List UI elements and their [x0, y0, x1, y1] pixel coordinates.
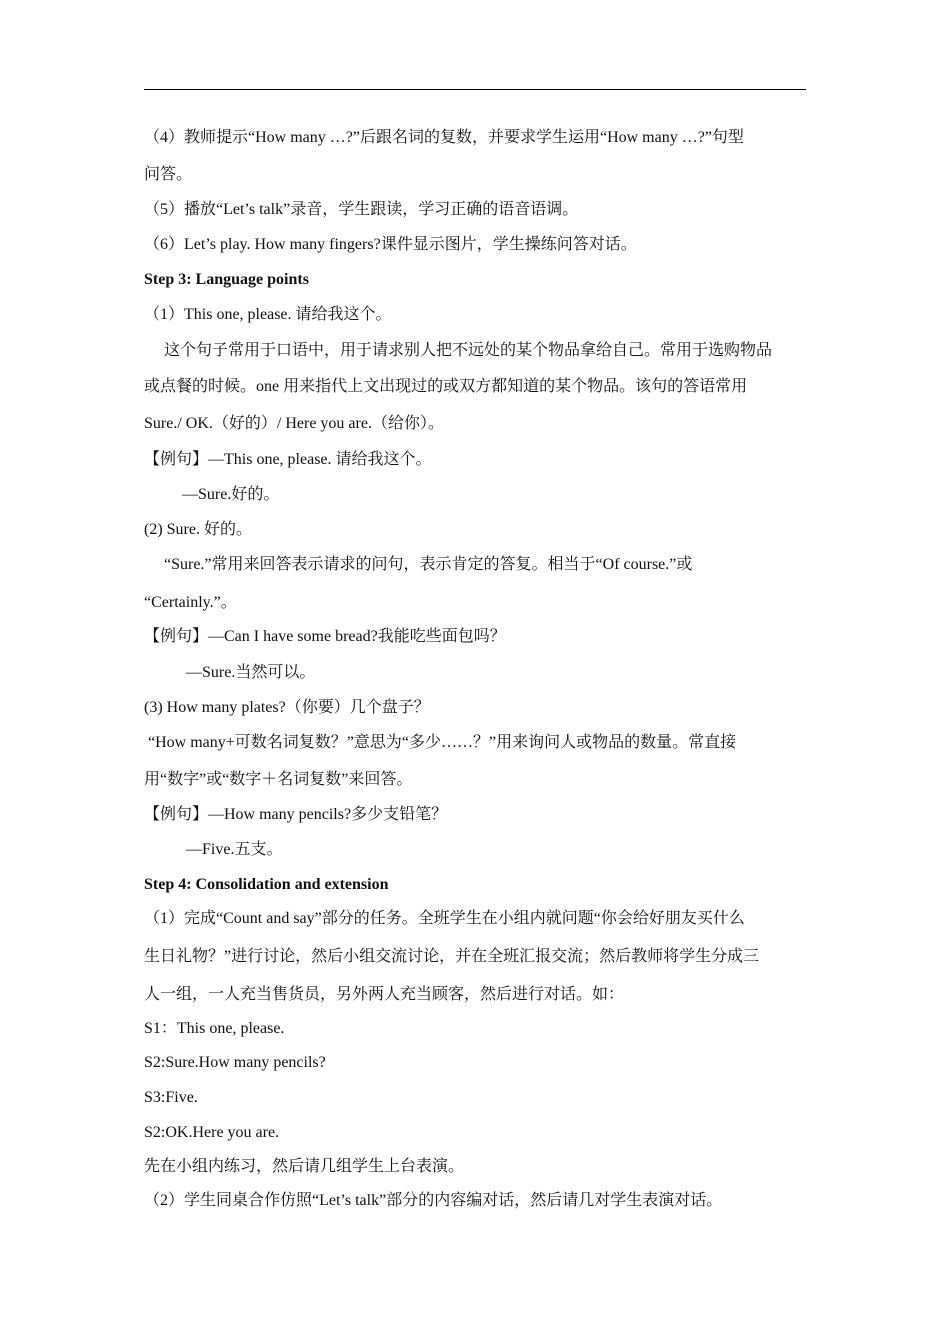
paragraph-line: （2）学生同桌合作仿照“Let’s talk”部分的内容编对话，然后请几对学生表演对话。: [144, 1192, 723, 1209]
paragraph-line: “Sure.”常用来回答表示请求的问句，表示肯定的答复。相当于“Of course.”或: [164, 556, 693, 573]
paragraph-line: Sure./ OK.（好的）/ Here you are.（给你）。: [144, 415, 444, 432]
paragraph-line: 问答。: [144, 166, 193, 183]
dialogue-line: S3:Five.: [144, 1089, 198, 1106]
paragraph-line: 这个句子常用于口语中，用于请求别人把不远处的某个物品拿给自己。常用于选购物品: [164, 342, 773, 359]
example-line: 【例句】—Can I have some bread?我能吃些面包吗？: [144, 628, 506, 645]
paragraph-line: 用“数字”或“数字＋名词复数”来回答。: [144, 771, 413, 788]
paragraph-line: (2) Sure. 好的。: [144, 521, 252, 538]
paragraph-line: 或点餐的时候。one 用来指代上文出现过的或双方都知道的某个物品。该句的答语常用: [144, 378, 748, 395]
example-line: —Sure.好的。: [182, 486, 280, 503]
paragraph-line: 生日礼物？”进行讨论，然后小组交流讨论，并在全班汇报交流；然后教师将学生分成三: [144, 948, 760, 965]
header-rule: [144, 89, 806, 90]
example-line: 【例句】—This one, please. 请给我这个。: [144, 451, 432, 468]
paragraph-line: （1）完成“Count and say”部分的任务。全班学生在小组内就问题“你会给好朋友买什么: [144, 910, 745, 927]
paragraph-line: “Certainly.”。: [144, 594, 237, 611]
paragraph-line: （5）播放“Let’s talk”录音，学生跟读，学习正确的语音语调。: [144, 201, 579, 218]
dialogue-line: S2:OK.Here you are.: [144, 1124, 280, 1141]
paragraph-line: 人一组，一人充当售货员，另外两人充当顾客，然后进行对话。如：: [144, 986, 625, 1003]
paragraph-line: 先在小组内练习，然后请几组学生上台表演。: [144, 1158, 465, 1175]
example-line: —Sure.当然可以。: [186, 664, 316, 681]
dialogue-line: S2:Sure.How many pencils?: [144, 1054, 326, 1071]
paragraph-line: （6）Let’s play. How many fingers?课件显示图片，学生操练问答对话。: [144, 236, 637, 253]
example-line: 【例句】—How many pencils?多少支铅笔？: [144, 806, 448, 823]
paragraph-line: （1）This one, please. 请给我这个。: [144, 306, 392, 323]
paragraph-line: （4）教师提示“How many …?”后跟名词的复数，并要求学生运用“How many …?”句型: [144, 129, 744, 146]
dialogue-line: S1：This one, please.: [144, 1020, 285, 1037]
example-line: —Five.五支。: [186, 841, 283, 858]
paragraph-line: “How many+可数名词复数？”意思为“多少……？”用来询问人或物品的数量。常直接: [148, 734, 737, 751]
paragraph-line: (3) How many plates?（你要）几个盘子？: [144, 699, 430, 716]
section-heading: Step 4: Consolidation and extension: [144, 876, 389, 893]
section-heading: Step 3: Language points: [144, 271, 309, 288]
